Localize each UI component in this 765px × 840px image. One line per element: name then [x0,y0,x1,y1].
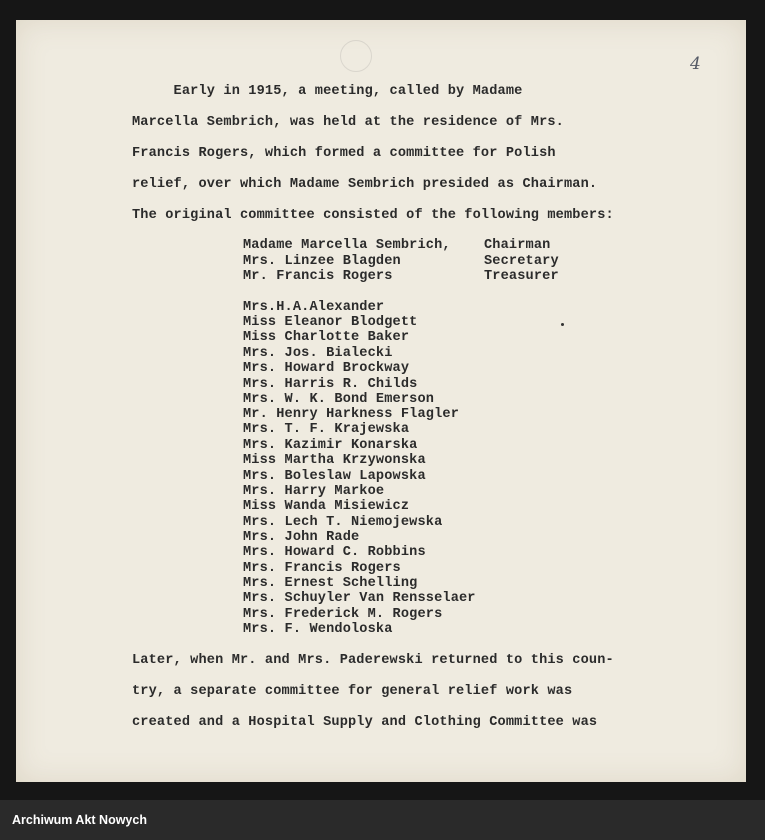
member-name: Mrs. Boleslaw Lapowska [243,469,426,484]
member-name: Mrs. Ernest Schelling [243,576,418,591]
archive-footer [0,800,765,840]
member-name: Mrs. Howard Brockway [243,361,410,376]
member-name: Mrs. Schuyler Van Rensselaer [243,591,476,606]
intro-line: The original committee consisted of the following members: [132,208,614,223]
member-name: Mrs. Howard C. Robbins [243,545,426,560]
member-name: Mrs. John Rade [243,530,360,545]
closing-line: created and a Hospital Supply and Clothing Committee was [132,715,598,730]
member-name: Mrs.H.A.Alexander [243,300,385,315]
page-number: 4 [690,54,701,74]
member-name: Mr. Henry Harkness Flagler [243,407,459,422]
faint-stamp [340,40,372,72]
officer-name: Madame Marcella Sembrich, [243,238,451,253]
member-name: Mrs. Kazimir Konarska [243,438,418,453]
member-name: Mrs. Harris R. Childs [243,377,418,392]
member-name: Mrs. W. K. Bond Emerson [243,392,435,407]
intro-line: Francis Rogers, which formed a committee for Polish [132,146,556,161]
intro-line: Early in 1915, a meeting, called by Madame [132,84,523,99]
member-name: Miss Wanda Misiewicz [243,499,410,514]
member-name: Mrs. T. F. Krajewska [243,422,410,437]
ink-dot [561,323,564,326]
member-name: Mrs. Jos. Bialecki [243,346,393,361]
officer-name: Mr. Francis Rogers [243,269,393,284]
member-name: Mrs. Harry Markoe [243,484,385,499]
archive-label: Archiwum Akt Nowych [12,813,147,827]
member-name: Mrs. Francis Rogers [243,561,401,576]
officer-role: Treasurer [484,269,559,284]
closing-line: try, a separate committee for general relief work was [132,684,573,699]
member-name: Mrs. Lech T. Niemojewska [243,515,443,530]
intro-line: Marcella Sembrich, was held at the residence of Mrs. [132,115,564,130]
officer-role: Chairman [484,238,551,253]
member-name: Miss Eleanor Blodgett [243,315,418,330]
officer-name: Mrs. Linzee Blagden [243,254,401,269]
member-name: Mrs. Frederick M. Rogers [243,607,443,622]
member-name: Miss Charlotte Baker [243,330,410,345]
member-name: Mrs. F. Wendoloska [243,622,393,637]
member-name: Miss Martha Krzywonska [243,453,426,468]
intro-line: relief, over which Madame Sembrich presided as Chairman. [132,177,598,192]
closing-line: Later, when Mr. and Mrs. Paderewski returned to this coun- [132,653,614,668]
officer-role: Secretary [484,254,559,269]
